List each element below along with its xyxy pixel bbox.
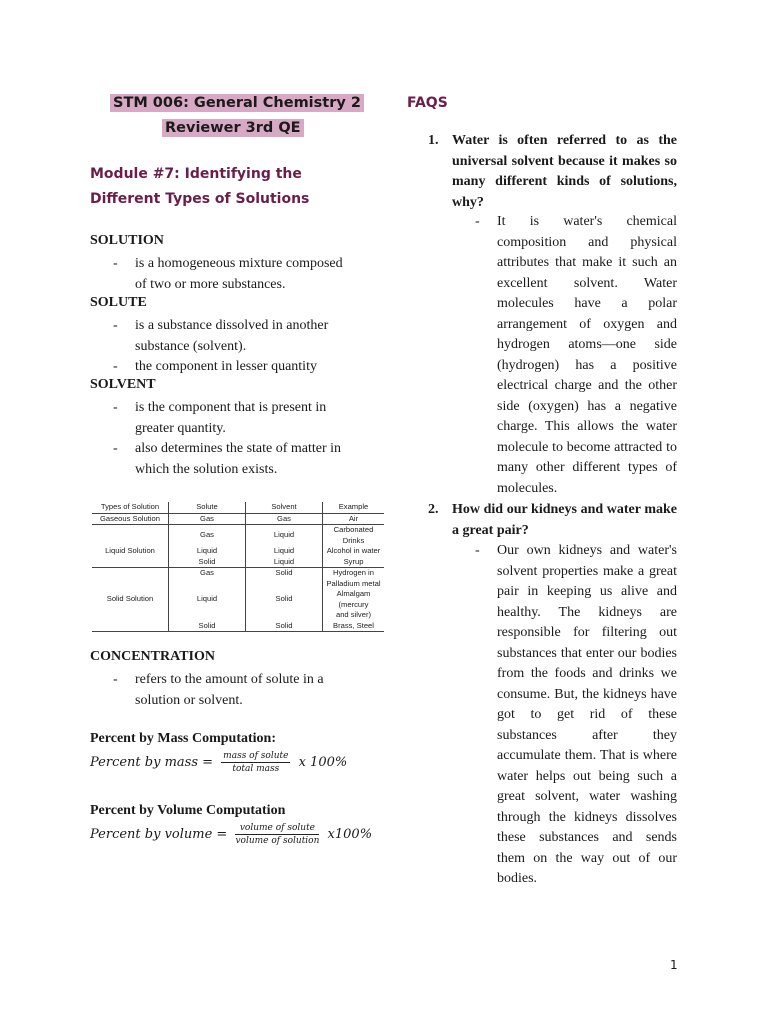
table-cell: Syrup	[343, 556, 364, 566]
faq-question-2: How did our kidneys and water make a great pair?	[452, 502, 677, 538]
volume-fraction	[235, 822, 319, 847]
solution-types-table	[92, 502, 384, 632]
faqs-heading: FAQS	[407, 95, 448, 111]
faq-question-1: Water is often referred to as the universal solvent because it makes so many different kinds of solutions, why?	[452, 133, 677, 210]
table-cell: Solid	[169, 557, 246, 568]
table-cell	[92, 579, 169, 590]
mass-rhs: x 100%	[298, 755, 348, 770]
faq-answer-dash: -	[475, 214, 480, 229]
table-cell: Solid	[246, 568, 323, 579]
list-item: greater quantity.	[135, 420, 226, 436]
table-cell: Alcohol in water	[326, 546, 381, 555]
table-row	[92, 513, 384, 525]
table-cell: Liquid	[169, 546, 246, 557]
mass-denominator: total mass	[232, 764, 280, 774]
table-row	[92, 568, 384, 579]
table-row	[92, 610, 384, 621]
list-item: also determines the state of matter in	[135, 441, 342, 456]
table-cell: Liquid	[169, 589, 246, 610]
faq-answer-dash: -	[475, 543, 480, 558]
term-concentration: CONCENTRATION	[90, 649, 215, 664]
table-cell: Liquid	[246, 557, 323, 568]
faq-answer-2: Our own kidneys and water's solvent properties make a great pair in keeping us alive and healthy. The kidneys are responsible for filtering out substances that enter our bodies from the foods and drinks we consume. But, the kidneys have got to get rid of these substances after they accumulate them. That is where water helps out being such a great solvent, water washing through the kidneys dissolves these substances and sends them on the way out of our bodies.	[497, 543, 677, 886]
module-line-2: Different Types of Solutions	[90, 191, 310, 207]
faq-number-1: 1.	[428, 133, 439, 148]
mass-numerator: mass of solute	[223, 751, 289, 761]
mass-formula	[90, 750, 347, 775]
table-row	[92, 589, 384, 610]
table-cell	[92, 621, 169, 632]
faq-answer-1: It is water's chemical composition and physical attributes that make it such an excellent solvent. Water molecules have a polar arrangement of oxygen and hydrogen atoms—one side (hydrogen) has a positive electrical charge and the other side (oxygen) has a negative charge. This allows the water molecule to become attracted to many other different types of molecules.	[497, 214, 677, 496]
table-header: Example	[338, 502, 369, 511]
list-item: the component in lesser quantity	[135, 359, 317, 374]
table-cell	[92, 557, 169, 568]
term-solute: SOLUTE	[90, 295, 147, 310]
faq-number-2: 2.	[428, 502, 439, 517]
table-cell	[246, 610, 323, 621]
table-header-row	[92, 502, 384, 513]
table-cell: Palladium metal	[326, 578, 381, 588]
table-cell: Carbonated Drinks	[333, 525, 374, 545]
table-cell: Almalgam (mercury	[336, 589, 371, 609]
table-header: Solvent	[246, 502, 323, 513]
table-cell: Air	[348, 513, 359, 523]
list-item: which the solution exists.	[135, 461, 278, 477]
mass-lhs: Percent by mass =	[90, 755, 214, 770]
table-row	[92, 546, 384, 557]
table-cell: Solid Solution	[92, 589, 169, 610]
mass-fraction	[221, 750, 290, 775]
table-cell: and silver)	[335, 610, 372, 619]
list-item: is the component that is present in	[135, 400, 327, 415]
table-row	[92, 525, 384, 547]
list-item: solution or solvent.	[135, 692, 243, 708]
table-cell	[169, 579, 246, 590]
table-cell: Gas	[246, 513, 323, 525]
table-cell: Gaseous Solution	[92, 513, 169, 525]
table-cell: Liquid Solution	[92, 546, 169, 557]
volume-numerator: volume of solute	[235, 822, 319, 835]
table-cell: Gas	[169, 568, 246, 579]
table-cell: Brass, Steel	[333, 620, 374, 630]
volume-denominator: volume of solution	[235, 836, 320, 846]
title-line-2: Reviewer 3rd QE	[162, 119, 304, 137]
table-cell	[92, 525, 169, 547]
volume-rhs: x100%	[327, 827, 373, 842]
title-line-1: STM 006: General Chemistry 2	[110, 94, 364, 112]
list-item: refers to the amount of solute in a	[135, 672, 324, 687]
concentration-definition: - refers to the amount of solute in a solution or solvent.	[113, 670, 373, 711]
table-cell: Solid	[169, 621, 246, 632]
table-cell	[169, 610, 246, 621]
table-cell	[92, 568, 169, 579]
volume-formula	[90, 822, 372, 847]
table-row	[92, 621, 384, 632]
solvent-definition: - is the component that is present in greater quantity. - also determines the state of matter in which the solution exists.	[113, 398, 373, 480]
table-cell: Liquid	[246, 525, 323, 547]
document-title	[110, 95, 364, 111]
table-header: Types of Solution	[92, 502, 169, 513]
document-subtitle	[162, 120, 304, 136]
module-heading	[90, 162, 309, 212]
table-cell	[92, 610, 169, 621]
table-row	[92, 579, 384, 590]
volume-lhs: Percent by volume =	[90, 827, 228, 842]
list-item: is a homogeneous mixture composed	[135, 256, 343, 271]
solute-definition: - is a substance dissolved in another substance (solvent). - the component in lesser quantity	[113, 316, 373, 378]
table-cell: Gas	[169, 513, 246, 525]
term-solution: SOLUTION	[90, 233, 164, 248]
table-cell: Hydrogen in	[333, 568, 374, 577]
list-item: is a substance dissolved in another	[135, 318, 329, 333]
table-header: Solute	[169, 502, 246, 513]
page-number: 1	[670, 958, 678, 972]
list-item: substance (solvent).	[135, 338, 247, 354]
table-cell: Liquid	[246, 546, 323, 557]
table-cell: Solid	[246, 589, 323, 610]
table-cell: Solid	[246, 621, 323, 632]
module-line-1: Module #7: Identifying the	[90, 166, 302, 182]
solution-definition: - is a homogeneous mixture composed of two or more substances.	[113, 254, 373, 295]
table-cell	[246, 579, 323, 590]
table-cell: Gas	[169, 525, 246, 547]
mass-heading: Percent by Mass Computation:	[90, 731, 277, 746]
term-solvent: SOLVENT	[90, 377, 156, 392]
volume-heading: Percent by Volume Computation	[90, 803, 286, 818]
list-item: of two or more substances.	[135, 276, 286, 292]
table-row	[92, 557, 384, 568]
